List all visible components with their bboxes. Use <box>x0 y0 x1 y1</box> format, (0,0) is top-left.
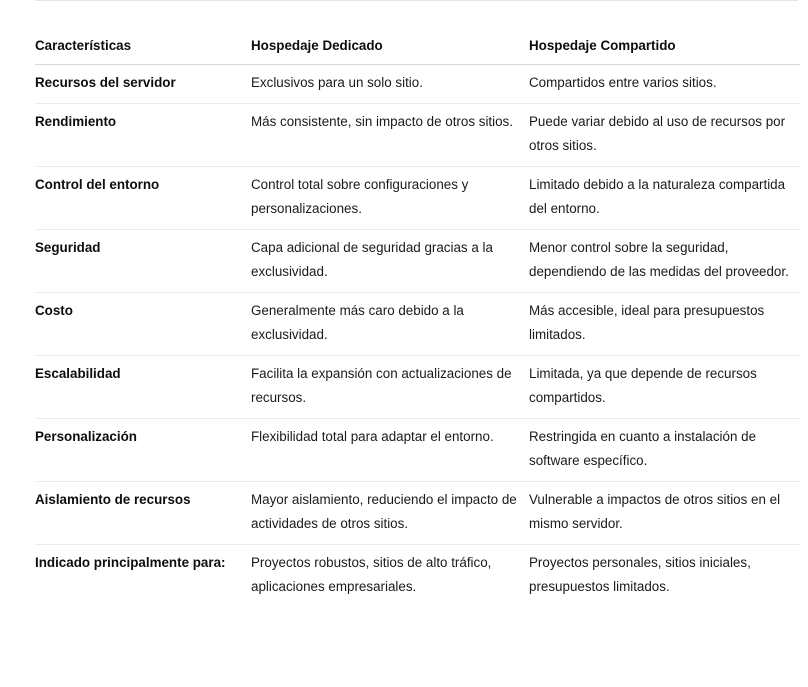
feature-cell: Aislamiento de recursos <box>35 482 251 545</box>
shared-text: Puede variar debido al uso de recursos por otros sitios. <box>529 114 786 153</box>
table-header-row <box>35 28 800 65</box>
table-row <box>35 293 800 356</box>
shared-text: Limitado debido a la naturaleza compartida del entorno. <box>529 177 786 216</box>
top-divider <box>35 0 798 1</box>
dedicated-cell <box>251 482 529 545</box>
dedicated-cell <box>251 356 529 419</box>
dedicated-text: Más consistente, sin impacto de otros sitios. <box>251 114 513 129</box>
dedicated-text: Control total sobre configuraciones y personalizaciones. <box>251 177 469 216</box>
shared-cell <box>529 65 800 104</box>
dedicated-cell <box>251 167 529 230</box>
dedicated-text: Flexibilidad total para adaptar el entorno. <box>251 429 494 444</box>
shared-text: Vulnerable a impactos de otros sitios en el mismo servidor. <box>529 492 781 531</box>
shared-text: Proyectos personales, sitios iniciales, presupuestos limitados. <box>529 555 751 594</box>
dedicated-text: Proyectos robustos, sitios de alto tráfico, aplicaciones empresariales. <box>251 555 492 594</box>
table-row <box>35 104 800 167</box>
table-row <box>35 482 800 545</box>
feature-cell: Indicado principalmente para: <box>35 555 226 570</box>
dedicated-cell <box>251 293 529 356</box>
shared-cell <box>529 419 800 482</box>
feature-cell: Personalización <box>35 419 251 482</box>
shared-text: Compartidos entre varios sitios. <box>529 75 717 90</box>
dedicated-text: Capa adicional de seguridad gracias a la exclusividad. <box>251 240 493 279</box>
shared-cell <box>529 230 800 293</box>
shared-cell <box>529 293 800 356</box>
feature-cell: Recursos del servidor <box>35 65 251 104</box>
shared-text: Más accesible, ideal para presupuestos limitados. <box>529 303 765 342</box>
dedicated-text: Generalmente más caro debido a la exclusividad. <box>251 303 464 342</box>
shared-text: Limitada, ya que depende de recursos compartidos. <box>529 366 757 405</box>
feature-cell: Rendimiento <box>35 104 251 167</box>
shared-text: Restringida en cuanto a instalación de software específico. <box>529 429 757 468</box>
dedicated-cell <box>251 419 529 482</box>
shared-cell <box>529 167 800 230</box>
table-row <box>35 356 800 419</box>
dedicated-cell <box>251 104 529 167</box>
dedicated-text: Mayor aislamiento, reduciendo el impacto de actividades de otros sitios. <box>251 492 517 531</box>
shared-cell <box>529 545 800 608</box>
table-row <box>35 419 800 482</box>
table-row <box>35 167 800 230</box>
shared-cell <box>529 482 800 545</box>
shared-cell <box>529 356 800 419</box>
feature-cell: Costo <box>35 293 251 356</box>
feature-cell: Escalabilidad <box>35 356 251 419</box>
table-row <box>35 545 800 608</box>
dedicated-cell <box>251 230 529 293</box>
hosting-comparison-table <box>35 28 800 607</box>
dedicated-cell <box>251 65 529 104</box>
table-row <box>35 230 800 293</box>
feature-cell: Seguridad <box>35 230 251 293</box>
header-shared-hosting: Hospedaje Compartido <box>529 28 800 65</box>
shared-text: Menor control sobre la seguridad, dependiendo de las medidas del proveedor. <box>529 240 789 279</box>
feature-cell: Control del entorno <box>35 167 251 230</box>
header-features: Características <box>35 28 251 65</box>
dedicated-cell <box>251 545 529 608</box>
shared-cell <box>529 104 800 167</box>
dedicated-text: Facilita la expansión con actualizaciones de recursos. <box>251 366 512 405</box>
table-row <box>35 65 800 104</box>
header-dedicated-hosting: Hospedaje Dedicado <box>251 28 529 65</box>
dedicated-text: Exclusivos para un solo sitio. <box>251 75 423 90</box>
